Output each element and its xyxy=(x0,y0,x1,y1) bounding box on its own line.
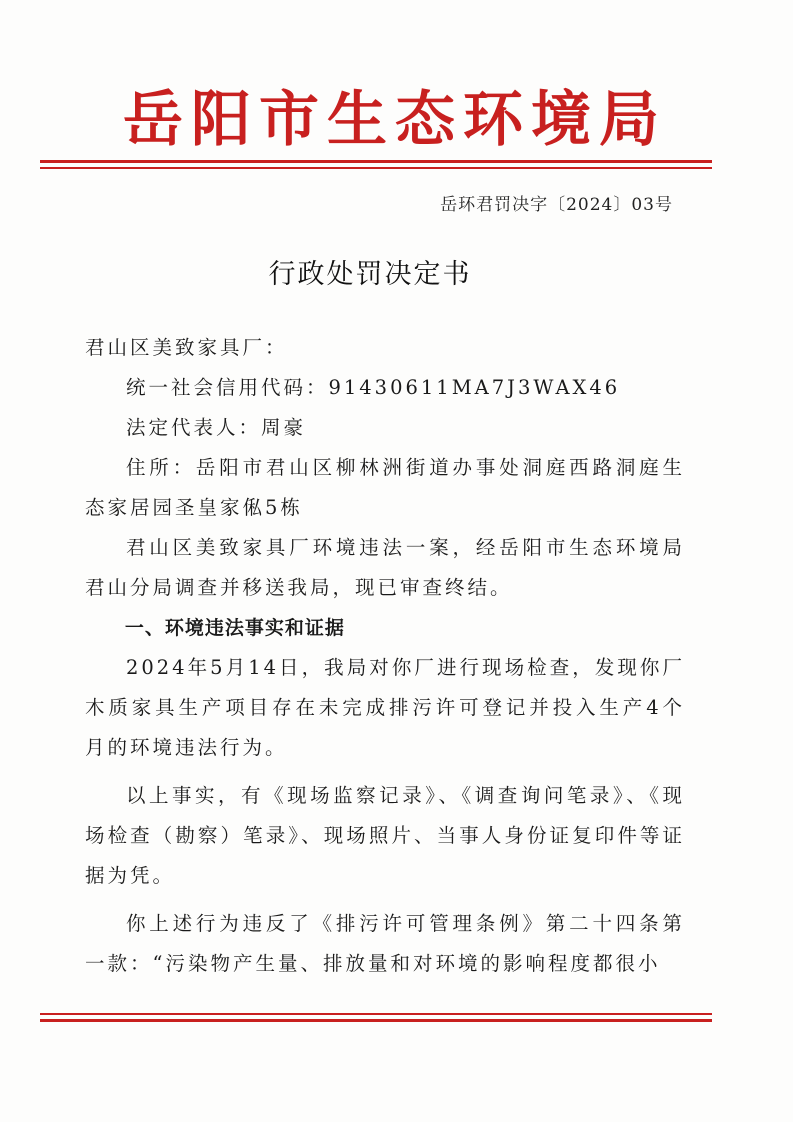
section-heading-facts: 一、环境违法事实和证据 xyxy=(124,617,345,639)
letterhead-rule-thick xyxy=(40,160,712,163)
facts-paragraph: 2024年5月14日，我局对你厂进行现场检查，发现你厂木质家具生产项目存在未完成排污许可登记并投入生产4个月的环境违法行为。 xyxy=(85,656,685,759)
document-number: 岳环君罚决字〔2024〕03号 xyxy=(440,195,673,215)
agency-letterhead-title: 岳阳市生态环境局 xyxy=(123,85,667,155)
addressee: 君山区美致家具厂： xyxy=(85,336,288,359)
violation-paragraph: 你上述行为违反了《排污许可管理条例》第二十四条第一款：“污染物产生量、排放量和对环境的影响程度都很小 xyxy=(85,912,685,975)
legal-representative: 法定代表人：周豪 xyxy=(125,416,306,439)
evidence-paragraph: 以上事实，有《现场监察记录》、《调查询问笔录》、《现场检查（勘察）笔录》、现场照片、当事人身份证复印件等证据为凭。 xyxy=(85,784,685,887)
footer-rule-thin xyxy=(40,1013,712,1015)
footer-rule-thick xyxy=(40,1019,712,1022)
letterhead-rule-thin xyxy=(40,167,712,169)
document-title: 行政处罚决定书 xyxy=(268,259,472,290)
case-intro: 君山区美致家具厂环境违法一案，经岳阳市生态环境局君山分局调查并移送我局，现已审查终结。 xyxy=(85,536,685,599)
address: 住所：岳阳市君山区柳林洲街道办事处洞庭西路洞庭生态家居园圣皇家俬5栋 xyxy=(85,456,685,519)
document-body xyxy=(85,328,685,984)
credit-code: 统一社会信用代码：91430611MA7J3WAX46 xyxy=(125,376,621,399)
